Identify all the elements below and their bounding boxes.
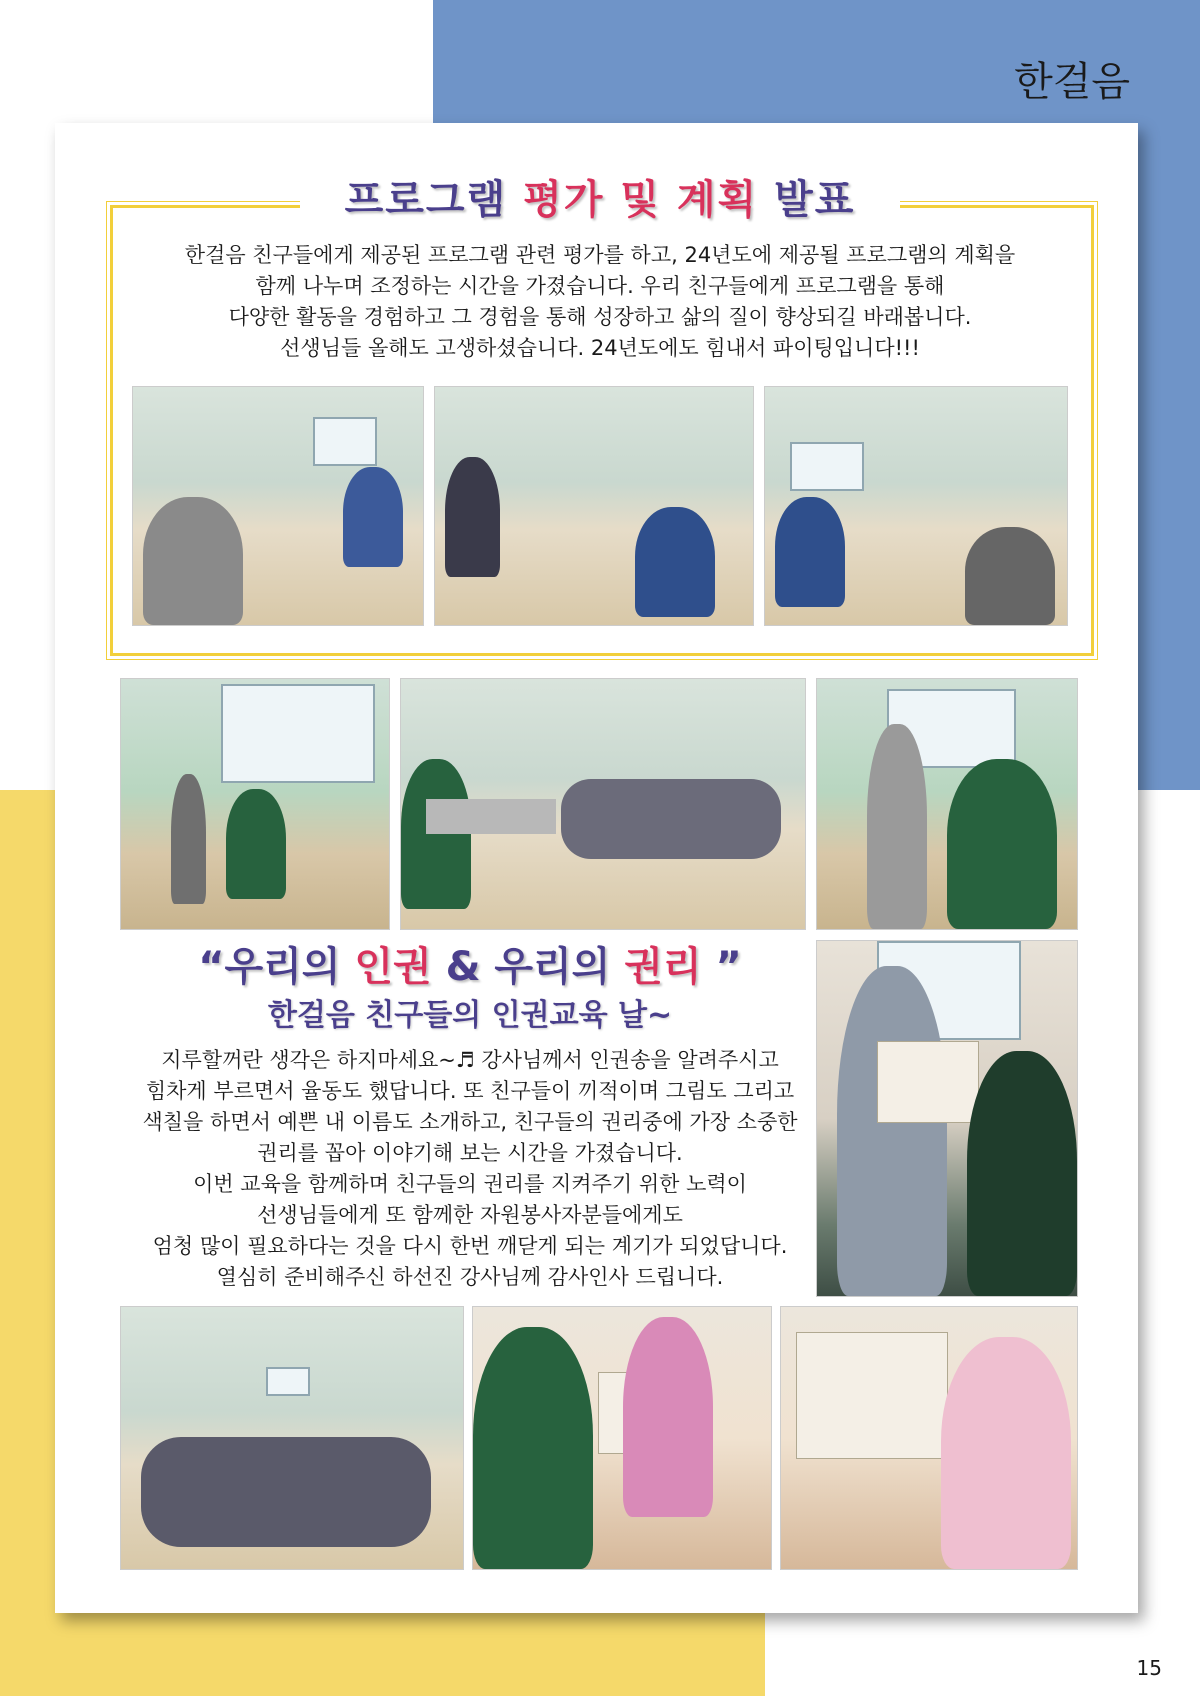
photo-meeting-3 — [764, 386, 1068, 626]
person-silhouette — [635, 507, 715, 617]
photo-child-with-drawing — [472, 1306, 772, 1570]
photo-classroom-wheelchairs — [120, 1306, 464, 1570]
section1-text — [125, 240, 1075, 364]
section2-line: 색칠을 하면서 예쁜 내 이름도 소개하고, 친구들의 권리중에 가장 소중한 — [142, 1110, 798, 1134]
section2-title-part2: & 우리의 — [431, 944, 625, 990]
section2-subtitle: 한걸음 친구들의 인권교육 날~ — [267, 998, 673, 1033]
person-silhouette — [837, 966, 947, 1296]
drawing-paper — [796, 1332, 948, 1459]
photo-singing-class — [400, 678, 806, 930]
wheelchair-seat — [623, 1317, 713, 1517]
section-label: 한걸음 — [1014, 59, 1130, 105]
drawing-paper — [877, 1041, 979, 1123]
section2-text — [120, 1045, 820, 1293]
photo-lecture-stage — [120, 678, 390, 930]
person-silhouette — [775, 497, 845, 607]
person-silhouette — [965, 527, 1055, 625]
person-silhouette — [143, 497, 243, 625]
projector-screen — [266, 1367, 310, 1396]
section2-title — [120, 935, 820, 992]
projector-screen — [313, 417, 377, 466]
page-number: 15 — [1136, 1656, 1162, 1680]
person-silhouette — [401, 759, 471, 909]
section1-line: 다양한 활동을 경험하고 그 경험을 통해 성장하고 삶의 질이 향상되길 바래봅니다. — [228, 305, 972, 329]
projector-screen — [790, 442, 864, 491]
person-silhouette — [941, 1337, 1071, 1569]
section2-title-part1: “우리의 — [198, 944, 355, 990]
person-silhouette — [947, 759, 1057, 929]
photo-name-intro-1 — [816, 678, 1078, 930]
section2-title-highlight1: 인권 — [354, 944, 432, 990]
section1-line: 함께 나누며 조정하는 시간을 가졌습니다. 우리 친구들에게 프로그램을 통해 — [255, 274, 945, 298]
person-silhouette — [226, 789, 286, 899]
section2-title-highlight2: 권리 — [624, 944, 702, 990]
person-silhouette — [171, 774, 206, 904]
children-group — [561, 779, 781, 859]
photo-girl-with-drawing — [780, 1306, 1078, 1570]
section2-line: 선생님들에게 또 함께한 자원봉사자분들에게도 — [257, 1203, 683, 1227]
section2-line: 엄청 많이 필요하다는 것을 다시 한번 깨닫게 되는 계기가 되었답니다. — [152, 1234, 788, 1258]
person-silhouette — [867, 724, 927, 929]
children-group — [141, 1437, 431, 1547]
section1-line: 선생님들 올해도 고생하셨습니다. 24년도에도 힘내서 파이팅입니다!!! — [280, 336, 920, 360]
keyboard-instrument — [426, 799, 556, 834]
photo-meeting-1 — [132, 386, 424, 626]
photo-meeting-2 — [434, 386, 754, 626]
section1-title-highlight: 평가 및 계획 — [523, 177, 759, 223]
person-silhouette — [967, 1051, 1077, 1296]
section2-line: 힘차게 부르면서 율동도 했답니다. 또 친구들이 끼적이며 그림도 그리고 — [145, 1079, 795, 1103]
section2-line: 열심히 준비해주신 하선진 강사님께 감사인사 드립니다. — [216, 1265, 724, 1289]
photo-name-intro-2 — [816, 940, 1078, 1297]
section1-title — [300, 170, 900, 230]
section2-line: 이번 교육을 함께하며 친구들의 권리를 지켜주기 위한 노력이 — [193, 1172, 747, 1196]
section2-line: 권리를 꼽아 이야기해 보는 시간을 가졌습니다. — [257, 1141, 683, 1165]
projector-screen — [221, 684, 375, 783]
section1-title-part2: 발표 — [758, 177, 856, 223]
section2-line: 지루할꺼란 생각은 하지마세요~♬ 강사님께서 인권송을 알려주시고 — [161, 1048, 779, 1072]
person-silhouette — [445, 457, 500, 577]
section1-line: 한걸음 친구들에게 제공된 프로그램 관련 평가를 하고, 24년도에 제공될 프로그램의 계획을 — [184, 243, 1016, 267]
section1-title-part1: 프로그램 — [344, 177, 524, 223]
person-silhouette — [473, 1327, 593, 1569]
person-silhouette — [343, 467, 403, 567]
section2-title-part3: ” — [701, 944, 742, 990]
